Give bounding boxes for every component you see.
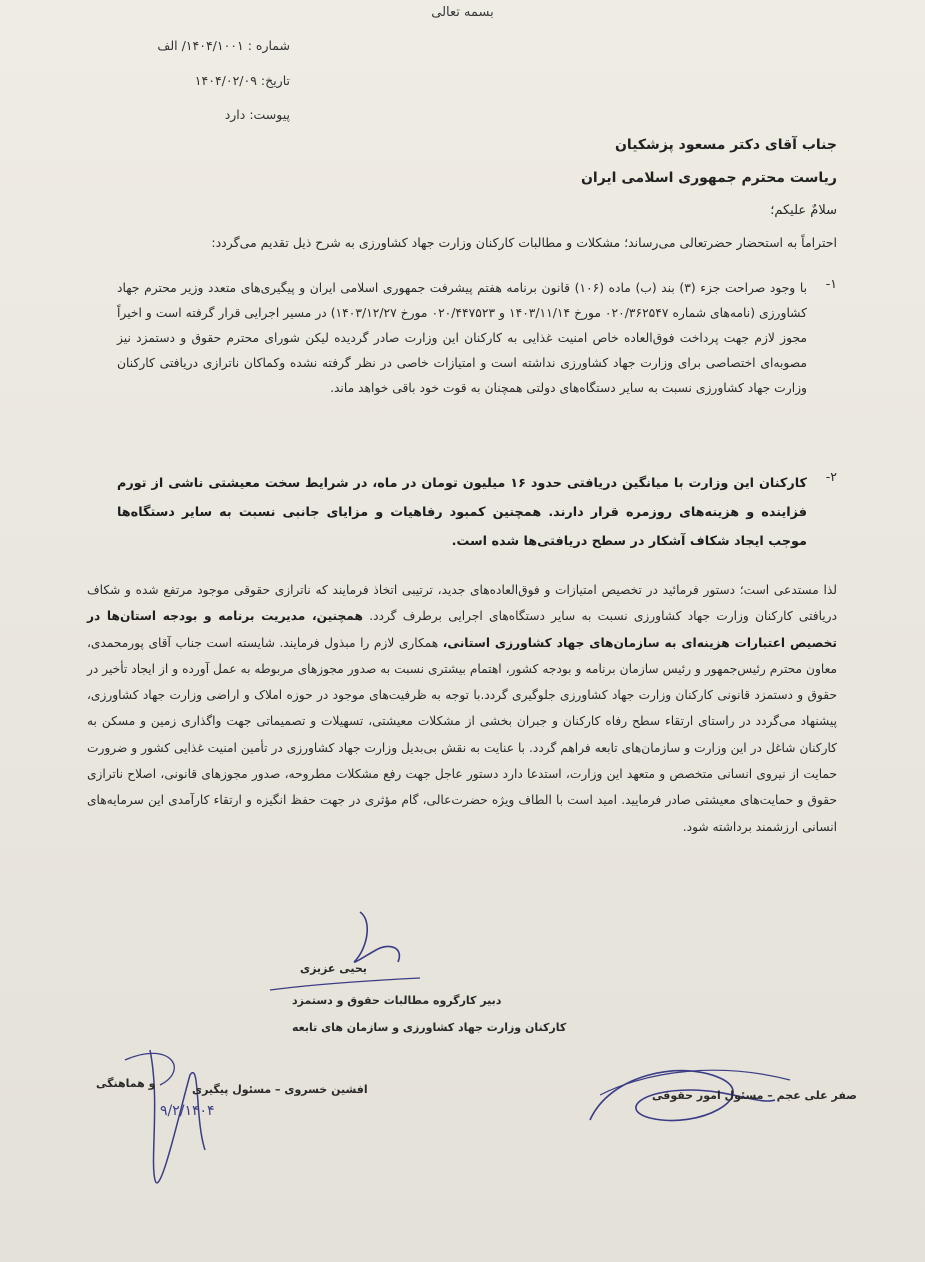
- item-number: ۱-: [825, 276, 837, 291]
- letter-attachment: پیوست: دارد: [224, 107, 290, 122]
- signer-organization: کارکنان وزارت جهاد کشاورزی و سازمان های تابعه: [292, 1021, 567, 1034]
- intro-paragraph: احتراماً به استحضار حضرتعالی می‌رساند؛ مشکلات و مطالبات کارکنان وزارت جهاد کشاورزی به شرح ذیل تقدیم می‌گردد:: [211, 235, 837, 250]
- addressee-name: جناب آقای دکتر مسعود پزشکیان: [614, 137, 837, 153]
- handwritten-date: ۹/۲/۱۴۰۴: [160, 1103, 215, 1119]
- signer-followup-cont: و هماهنگی: [96, 1077, 156, 1090]
- signer-followup: افشین خسروی – مسئول پیگیری: [192, 1083, 368, 1096]
- closing-part1: لذا مستدعی است؛ دستور فرمائید در تخصیص امتیازات و فوق‌العاده‌های جدید، ترتیبی اتخاذ فرمایند که ناترازی حقوقی موجود مرتفع شده و شکاف دریافتی کارکنان وزارت جهاد کشاورزی نسبت به سایر دستگاه‌های اجرایی برطرف گردد.: [87, 583, 837, 624]
- closing-bold: همچنین، مدیریت برنامه و بودجه استان‌ها در تخصیص اعتبارات هزینه‌ای به سازمان‌های جهاد کشاورزی استانی،: [87, 609, 837, 650]
- addressee-title: ریاست محترم جمهوری اسلامی ایران: [580, 170, 837, 186]
- letter-date: تاریخ: ۱۴۰۴/۰۲/۰۹: [194, 73, 290, 88]
- signer-name: یحیی عزیزی: [300, 962, 367, 975]
- list-item: [117, 469, 837, 556]
- signer-title: دبیر کارگروه مطالبات حقوق و دستمزد: [292, 994, 502, 1007]
- signer-legal: صفر علی عجم – مسئول امور حقوقی: [652, 1089, 857, 1102]
- letter-heading: بسمه تعالی: [431, 5, 494, 20]
- closing-paragraph: [87, 577, 837, 840]
- salutation: سلامٌ علیکم؛: [770, 203, 837, 218]
- list-item: [117, 276, 837, 401]
- closing-part2: همکاری لازم را مبذول فرمایند. شایسته است جناب آقای پورمحمدی، معاون محترم رئیس‌جمهور و رئیس سازمان برنامه و بودجه کشور، اهتمام بیشتری نسبت به صدور مجوزهای مربوطه به عمل آورده و از ایجاد تأخیر در حقوق و دستمزد قانونی کارکنان وزارت جهاد کشاورزی جلوگیری گردد.با توجه به ظرفیت‌های موجود در حوزه املاک و اراضی وزارت جهاد کشاورزی، پیشنهاد می‌گردد در راستای ارتقاء سطح رفاه کارکنان و جبران بخشی از مشکلات معیشتی، تسهیلات و تصمیماتی جهت واگذاری زمین و مسکن به کارکنان شاغل در این وزارت و سازمان‌های تابعه فراهم گردد. با عنایت به نقش بی‌بدیل وزارت جهاد کشاورزی در تأمین امنیت غذایی کشور و ضرورت حمایت از نیروی انسانی متخصص و متعهد این وزارت، استدعا دارد دستور عاجل جهت رفع مشکلات مطروحه، صدور مجوزهای قانونی، اصلاح ناترازی حقوق و حمایت‌های معیشتی صادر فرمایید. امید است با الطاف ویژه حضرت‌عالی، گام مؤثری در جهت حفظ انگیزه و ارتقاء کارآمدی این سرمایه‌های انسانی ارزشمند برداشته شود.: [87, 635, 837, 834]
- item-number: ۲-: [825, 469, 837, 484]
- item-text: با وجود صراحت جزء (۳) بند (ب) ماده (۱۰۶) قانون برنامه هفتم پیشرفت جمهوری اسلامی ایران و پیگیری‌های متعدد وزیر محترم جهاد کشاورزی (نامه‌های شماره ۰۲۰/۳۶۲۵۴۷ مورخ ۱۴۰۳/۱۱/۱۴ و ۰۲۰/۴۴۷۵۲۳ مورخ ۱۴۰۳/۱۲/۲۷) در مسیر اجرایی قرار گرفته است و اخیراً مجوز لازم جهت پرداخت فوق‌العاده خاص امنیت غذایی به کارکنان این وزارت صادر گردیده لیکن شورای محترم حقوق و دستمزد نیز مصوبه‌ای اختصاصی برای وزارت جهاد کشاورزی نداشته است و امتیازات خاصی در نظر گرفته نشده وکماکان ناترازی دریافتی کارکنان وزارت جهاد کشاورزی نسبت به سایر دستگاه‌های دولتی همچنان به قوت خود باقی خواهد ماند.: [117, 281, 808, 395]
- item-text: کارکنان این وزارت با میانگین دریافتی حدود ۱۶ میلیون تومان در ماه، در شرایط سخت معیشتی ناشی از تورم فزاینده و هزینه‌های روزمره قرار دارند. همچنین کمبود رفاهیات و مزایای جانبی نسبت به سایر دستگاه‌ها موجب ایجاد شکاف آشکار در سطح دریافتی‌ها شده است.: [117, 476, 807, 549]
- letter-number: شماره : ۱۴۰۴/۱۰۰۱/ الف: [157, 38, 290, 53]
